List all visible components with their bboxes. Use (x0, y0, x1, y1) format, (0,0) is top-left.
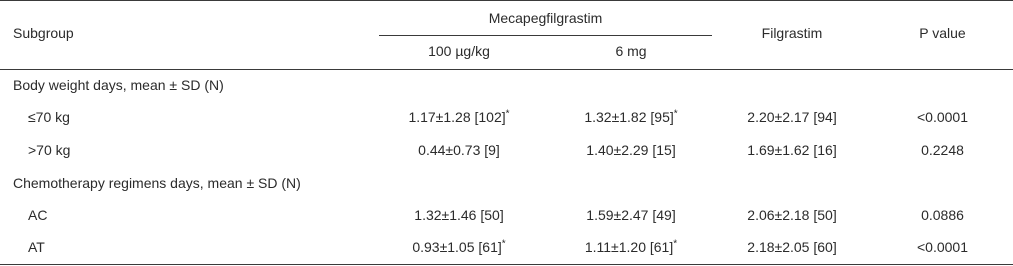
p-value: 0.2248 (921, 142, 964, 158)
header-rule (0, 69, 1013, 70)
p-value: 0.0886 (921, 207, 964, 223)
header-mecapegfilgrastim: Mecapegfilgrastim (488, 10, 603, 26)
mecape-6mg-value: 1.40±2.29 [15] (586, 142, 676, 158)
filgrastim-value: 2.20±2.17 [94] (747, 109, 837, 125)
header-dose-6mg: 6 mg (615, 43, 647, 59)
mecape-6mg-value: 1.11±1.20 [61]* (584, 238, 678, 255)
significance-mark: * (673, 108, 678, 120)
significance-mark: * (501, 238, 506, 250)
mecape-6mg-value: 1.32±1.82 [95]* (584, 108, 678, 125)
mecape-100-value: 0.93±1.05 [61]* (412, 238, 506, 255)
header-subgroup: Subgroup (13, 25, 74, 41)
filgrastim-value: 2.06±2.18 [50] (747, 207, 837, 223)
section-title: Chemotherapy regimens days, mean ± SD (N) (13, 175, 301, 191)
filgrastim-value: 1.69±1.62 [16] (747, 142, 837, 158)
row-label: ≤70 kg (28, 109, 70, 125)
header-group-rule (379, 35, 712, 36)
mecape-100-value: 1.17±1.28 [102]* (408, 108, 510, 125)
row-label: AT (28, 239, 45, 255)
significance-mark: * (673, 238, 678, 250)
section-title: Body weight days, mean ± SD (N) (13, 77, 224, 93)
mecape-6mg-value: 1.59±2.47 [49] (586, 207, 676, 223)
header-filgrastim: Filgrastim (761, 25, 823, 41)
header-dose-100: 100 µg/kg (428, 43, 490, 59)
mecape-100-value: 1.32±1.46 [50] (414, 207, 504, 223)
filgrastim-value: 2.18±2.05 [60] (747, 239, 837, 255)
significance-mark: * (505, 108, 510, 120)
table-bottom-rule (0, 264, 1013, 265)
p-value: <0.0001 (917, 109, 968, 125)
row-label: AC (28, 207, 48, 223)
table-top-rule (0, 0, 1013, 1)
header-p-value: P value (919, 25, 966, 41)
row-label: >70 kg (28, 142, 71, 158)
mecape-100-value: 0.44±0.73 [9] (418, 142, 500, 158)
p-value: <0.0001 (917, 239, 968, 255)
